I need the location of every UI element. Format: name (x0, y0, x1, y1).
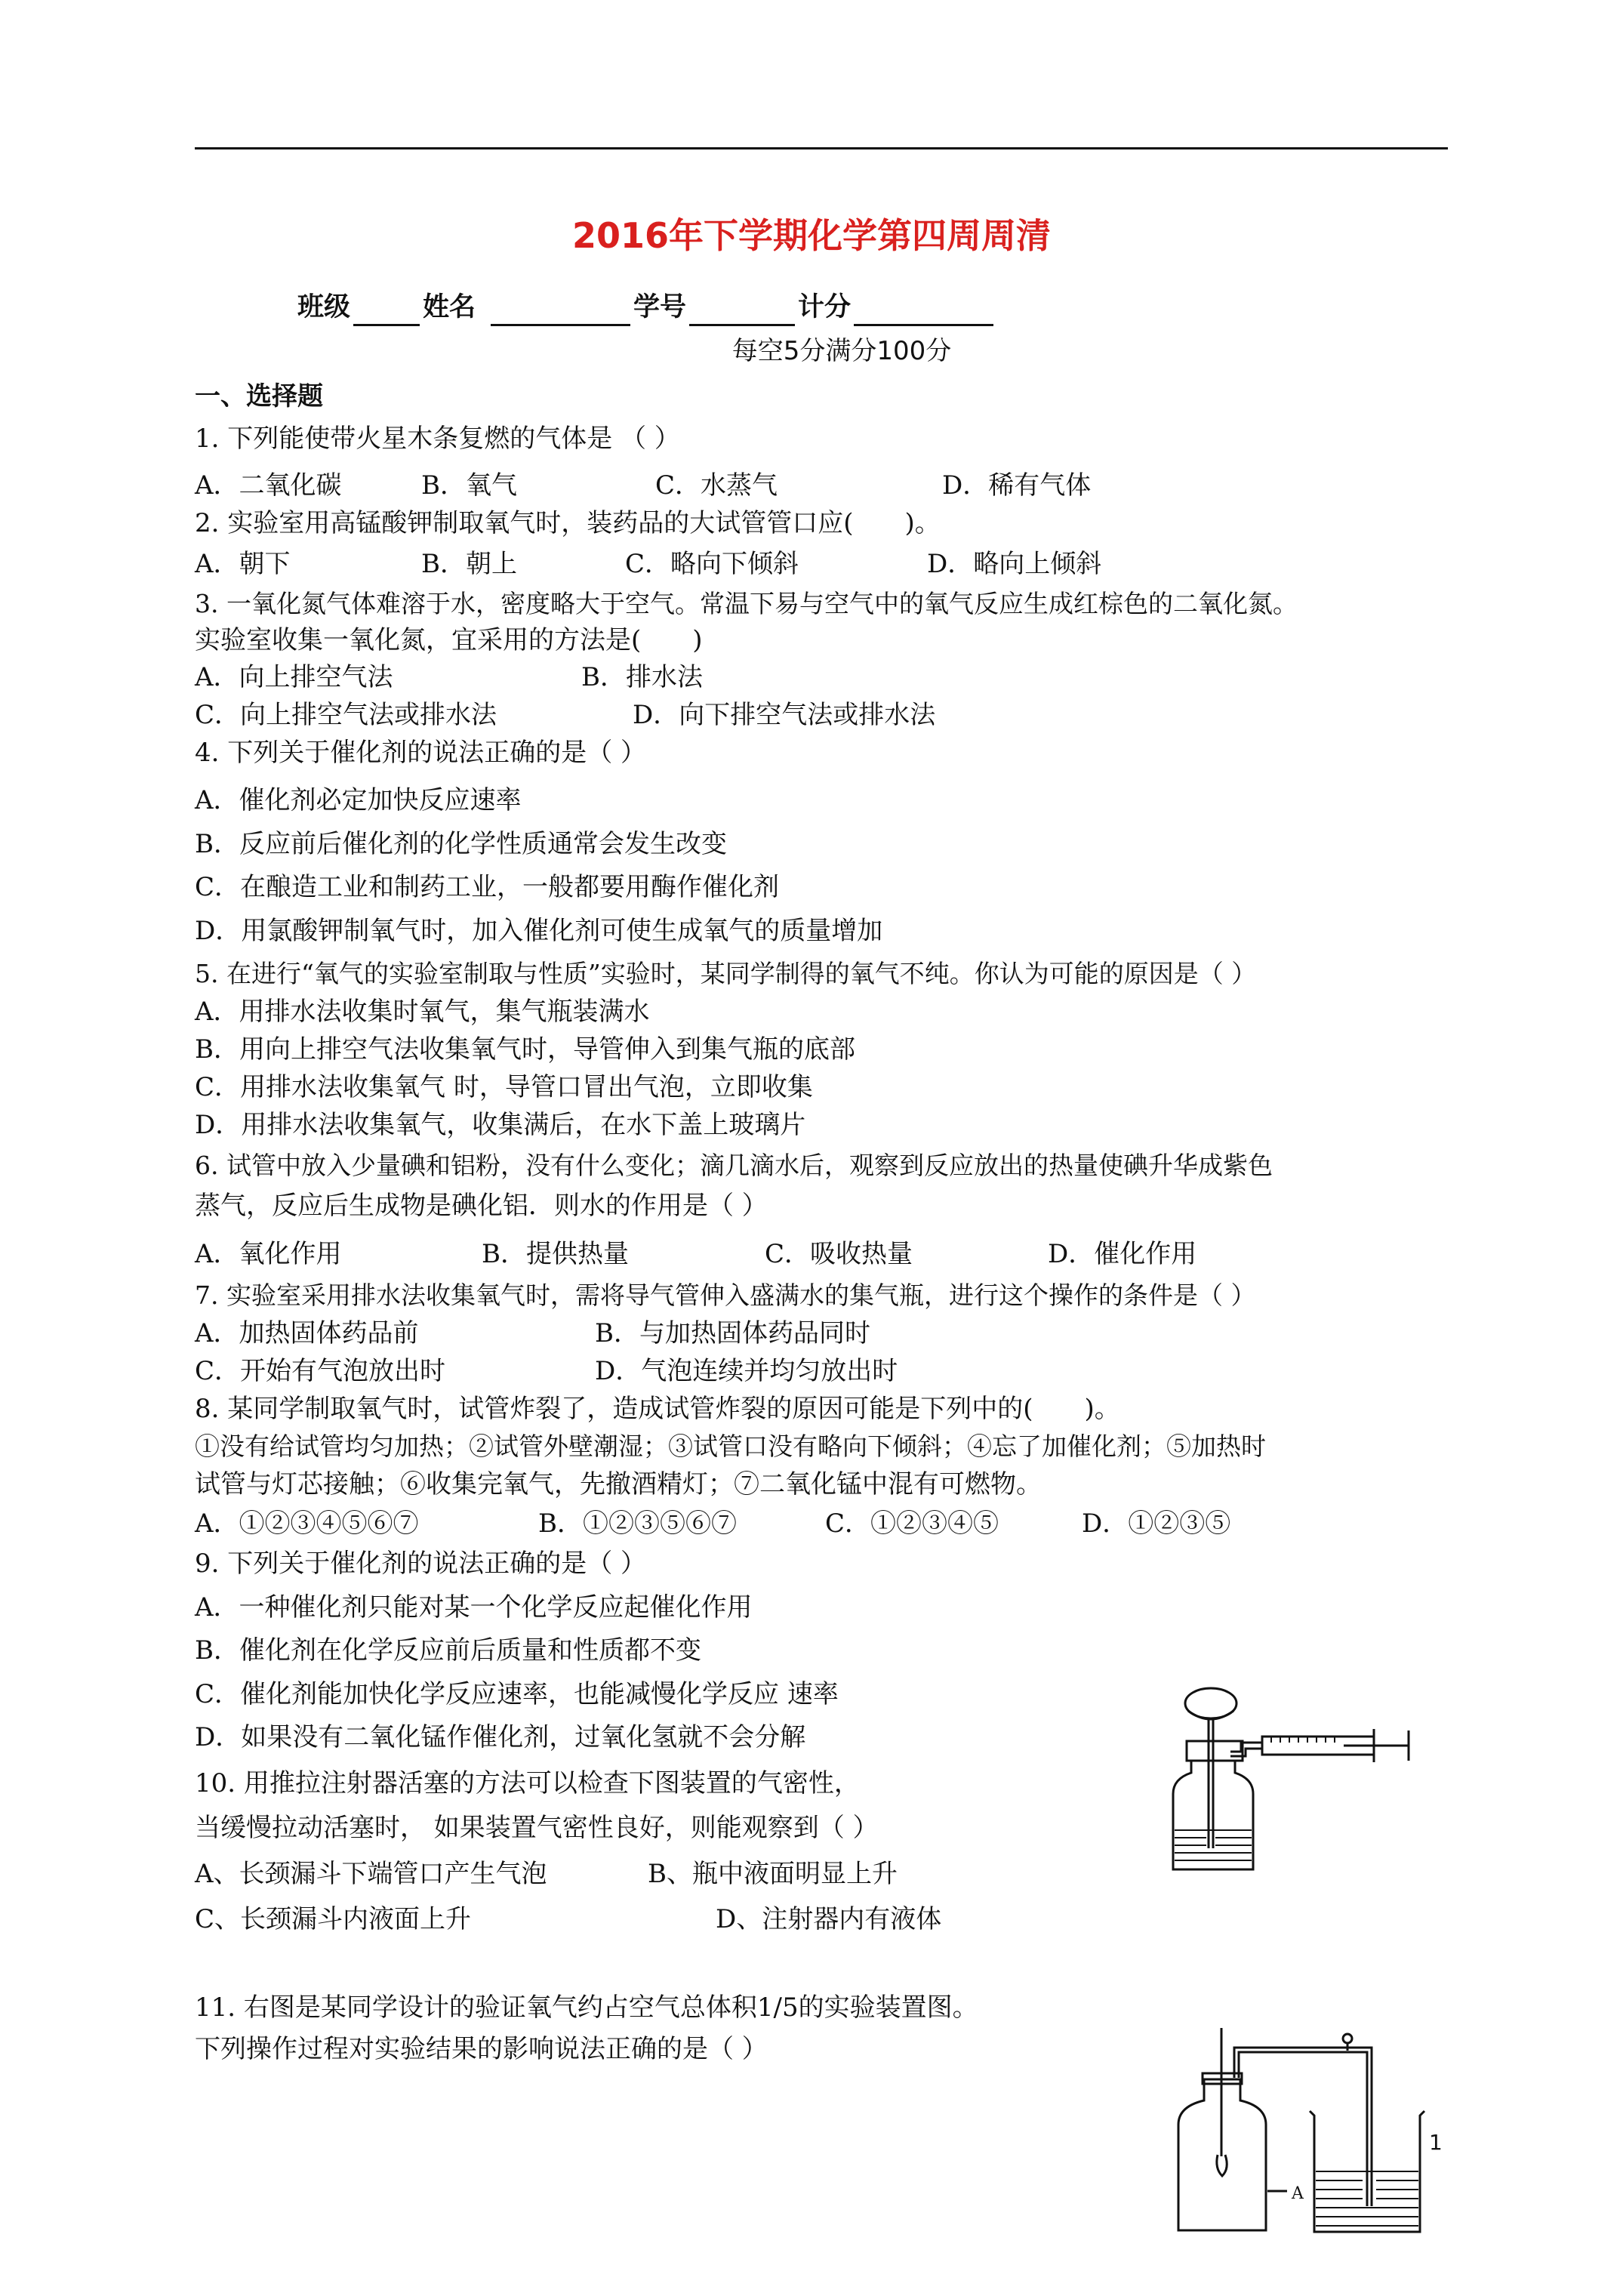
q10-option-c: C、长颈漏斗内液面上升 (195, 1904, 472, 1934)
q2-option-c: C．略向下倾斜 (625, 549, 799, 579)
q3-stem-line1: 3. 一氧化氮气体难溶于水，密度略大于空气。常温下易与空气中的氧气反应生成红棕色的二氧化氮。 (195, 589, 1298, 618)
class-label: 班级 (297, 292, 351, 322)
q10-stem-line2: 当缓慢拉动活塞时， 如果装置气密性良好，则能观察到（ ） (195, 1813, 879, 1843)
q11-stem-line2: 下列操作过程对实验结果的影响说法正确的是（ ） (195, 2034, 768, 2064)
score-rule: 每空5分满分100分 (731, 336, 952, 366)
q5-option-a: A．用排水法收集时氧气，集气瓶装满水 (195, 997, 650, 1027)
page-number: 1 (1429, 2130, 1443, 2155)
q1-option-a: A．二氧化碳 (195, 470, 342, 501)
q6-option-a: A．氧化作用 (195, 1239, 342, 1269)
q10-option-a: A、长颈漏斗下端管口产生气泡 (195, 1859, 547, 1889)
q3-option-c: C．向上排空气法或排水法 (195, 700, 497, 730)
q9-stem: 9. 下列关于催化剂的说法正确的是（ ） (195, 1549, 647, 1579)
q8-option-d: D．①②③⑤ (1082, 1509, 1231, 1539)
q3-option-b: B．排水法 (581, 662, 703, 692)
q3-stem-line2: 实验室收集一氧化氮，宜采用的方法是( ) (195, 625, 703, 655)
section-heading: 一、选择题 (195, 381, 323, 411)
q3-option-a: A．向上排空气法 (195, 662, 393, 692)
q5-stem: 5. 在进行“氧气的实验室制取与性质”实验时，某同学制得的氧气不纯。你认为可能的原因是（ ） (195, 959, 1257, 988)
q1-option-b: B．氧气 (421, 470, 517, 501)
name-blank[interactable] (491, 297, 630, 326)
q2-option-a: A．朝下 (195, 549, 291, 579)
q6-option-d: D．催化作用 (1048, 1239, 1197, 1269)
q3-option-d: D．向下排空气法或排水法 (633, 700, 936, 730)
q2-option-b: B．朝上 (421, 549, 517, 579)
q9-option-a: A．一种催化剂只能对某一个化学反应起催化作用 (195, 1592, 753, 1623)
number-label: 学号 (633, 292, 687, 322)
q7-option-c: C．开始有气泡放出时 (195, 1356, 446, 1386)
q7-option-a: A．加热固体药品前 (195, 1318, 419, 1348)
q4-stem: 4. 下列关于催化剂的说法正确的是（ ） (195, 738, 647, 768)
q6-options (195, 1235, 1196, 1273)
figure-label-a: A (1292, 2184, 1304, 2203)
q6-option-b: B．提供热量 (482, 1239, 629, 1269)
airtightness-apparatus-figure (1169, 1682, 1418, 1878)
q7-options-row1 (195, 1314, 870, 1352)
header-rule (195, 147, 1448, 149)
score-label: 计分 (798, 292, 852, 322)
q1-option-c: C．水蒸气 (655, 470, 778, 501)
q8-option-a: A．①②③④⑤⑥⑦ (195, 1509, 419, 1539)
q8-stem: 8. 某同学制取氧气时，试管炸裂了，造成试管炸裂的原因可能是下列中的( )。 (195, 1394, 1120, 1424)
q4-option-d: D．用氯酸钾制氧气时，加入催化剂可使生成氧气的质量增加 (195, 916, 883, 946)
q10-option-b: B、瓶中液面明显上升 (648, 1859, 898, 1889)
q7-stem: 7. 实验室采用排水法收集氧气时，需将导气管伸入盛满水的集气瓶，进行这个操作的条件是（ ） (195, 1281, 1256, 1310)
page-title: 2016年下学期化学第四周周清 (571, 215, 1052, 256)
q5-option-b: B．用向上排空气法收集氧气时，导管伸入到集气瓶的底部 (195, 1034, 855, 1065)
q9-option-d: D．如果没有二氧化锰作催化剂，过氧化氢就不会分解 (195, 1722, 806, 1752)
q7-option-d: D．气泡连续并均匀放出时 (595, 1356, 898, 1386)
q2-stem: 2. 实验室用高锰酸钾制取氧气时，装药品的大试管管口应( )。 (195, 508, 941, 538)
q5-option-d: D．用排水法收集氧气，收集满后，在水下盖上玻璃片 (195, 1110, 806, 1140)
q1-options (195, 467, 1091, 504)
q1-option-d: D．稀有气体 (942, 470, 1092, 501)
q1-stem: 1. 下列能使带火星木条复燃的气体是 （ ） (195, 424, 680, 454)
number-blank[interactable] (689, 297, 795, 326)
q10-options-row2 (195, 1900, 941, 1938)
q8-reasons-line1: ①没有给试管均匀加热；②试管外壁潮湿；③试管口没有略向下倾斜；④忘了加催化剂；⑤加热时 (195, 1432, 1266, 1461)
q3-options-row2 (195, 696, 935, 734)
q4-option-c: C．在酿造工业和制药工业，一般都要用酶作催化剂 (195, 872, 780, 902)
q8-option-b: B．①②③⑤⑥⑦ (538, 1509, 737, 1539)
q4-option-b: B．反应前后催化剂的化学性质通常会发生改变 (195, 829, 727, 859)
q10-stem-line1: 10. 用推拉注射器活塞的方法可以检查下图装置的气密性， (195, 1768, 860, 1798)
q3-options-row1 (195, 658, 703, 696)
name-label: 姓名 (423, 292, 476, 322)
class-blank[interactable] (353, 297, 420, 326)
q9-option-b: B．催化剂在化学反应前后质量和性质都不变 (195, 1635, 701, 1666)
score-blank[interactable] (854, 297, 993, 326)
q2-option-d: D．略向上倾斜 (927, 549, 1102, 579)
q5-option-c: C．用排水法收集氧气 时，导管口冒出气泡，立即收集 (195, 1072, 813, 1102)
q6-option-c: C．吸收热量 (765, 1239, 913, 1269)
q4-option-a: A．催化剂必定加快反应速率 (195, 785, 522, 815)
q10-option-d: D、注射器内有液体 (716, 1904, 942, 1934)
oxygen-volume-apparatus-figure (1174, 2028, 1434, 2238)
q10-options-row1 (195, 1855, 898, 1893)
q7-options-row2 (195, 1352, 898, 1390)
q6-stem-line1: 6. 试管中放入少量碘和铝粉，没有什么变化；滴几滴水后，观察到反应放出的热量使碘升华成紫色 (195, 1151, 1273, 1180)
q6-stem-line2: 蒸气，反应后生成物是碘化铝．则水的作用是（ ） (195, 1191, 768, 1221)
q9-option-c: C．催化剂能加快化学反应速率，也能减慢化学反应 速率 (195, 1679, 839, 1709)
q8-option-c: C．①②③④⑤ (825, 1509, 999, 1539)
q7-option-b: B．与加热固体药品同时 (595, 1318, 870, 1348)
q8-reasons-line2: 试管与灯芯接触；⑥收集完氧气，先撤酒精灯；⑦二氧化锰中混有可燃物。 (195, 1469, 1042, 1499)
student-info-line (297, 288, 996, 326)
q8-options (195, 1505, 1230, 1542)
q11-stem-line1: 11. 右图是某同学设计的验证氧气约占空气总体积1/5的实验装置图。 (195, 1992, 978, 2023)
q2-options (195, 545, 1101, 583)
